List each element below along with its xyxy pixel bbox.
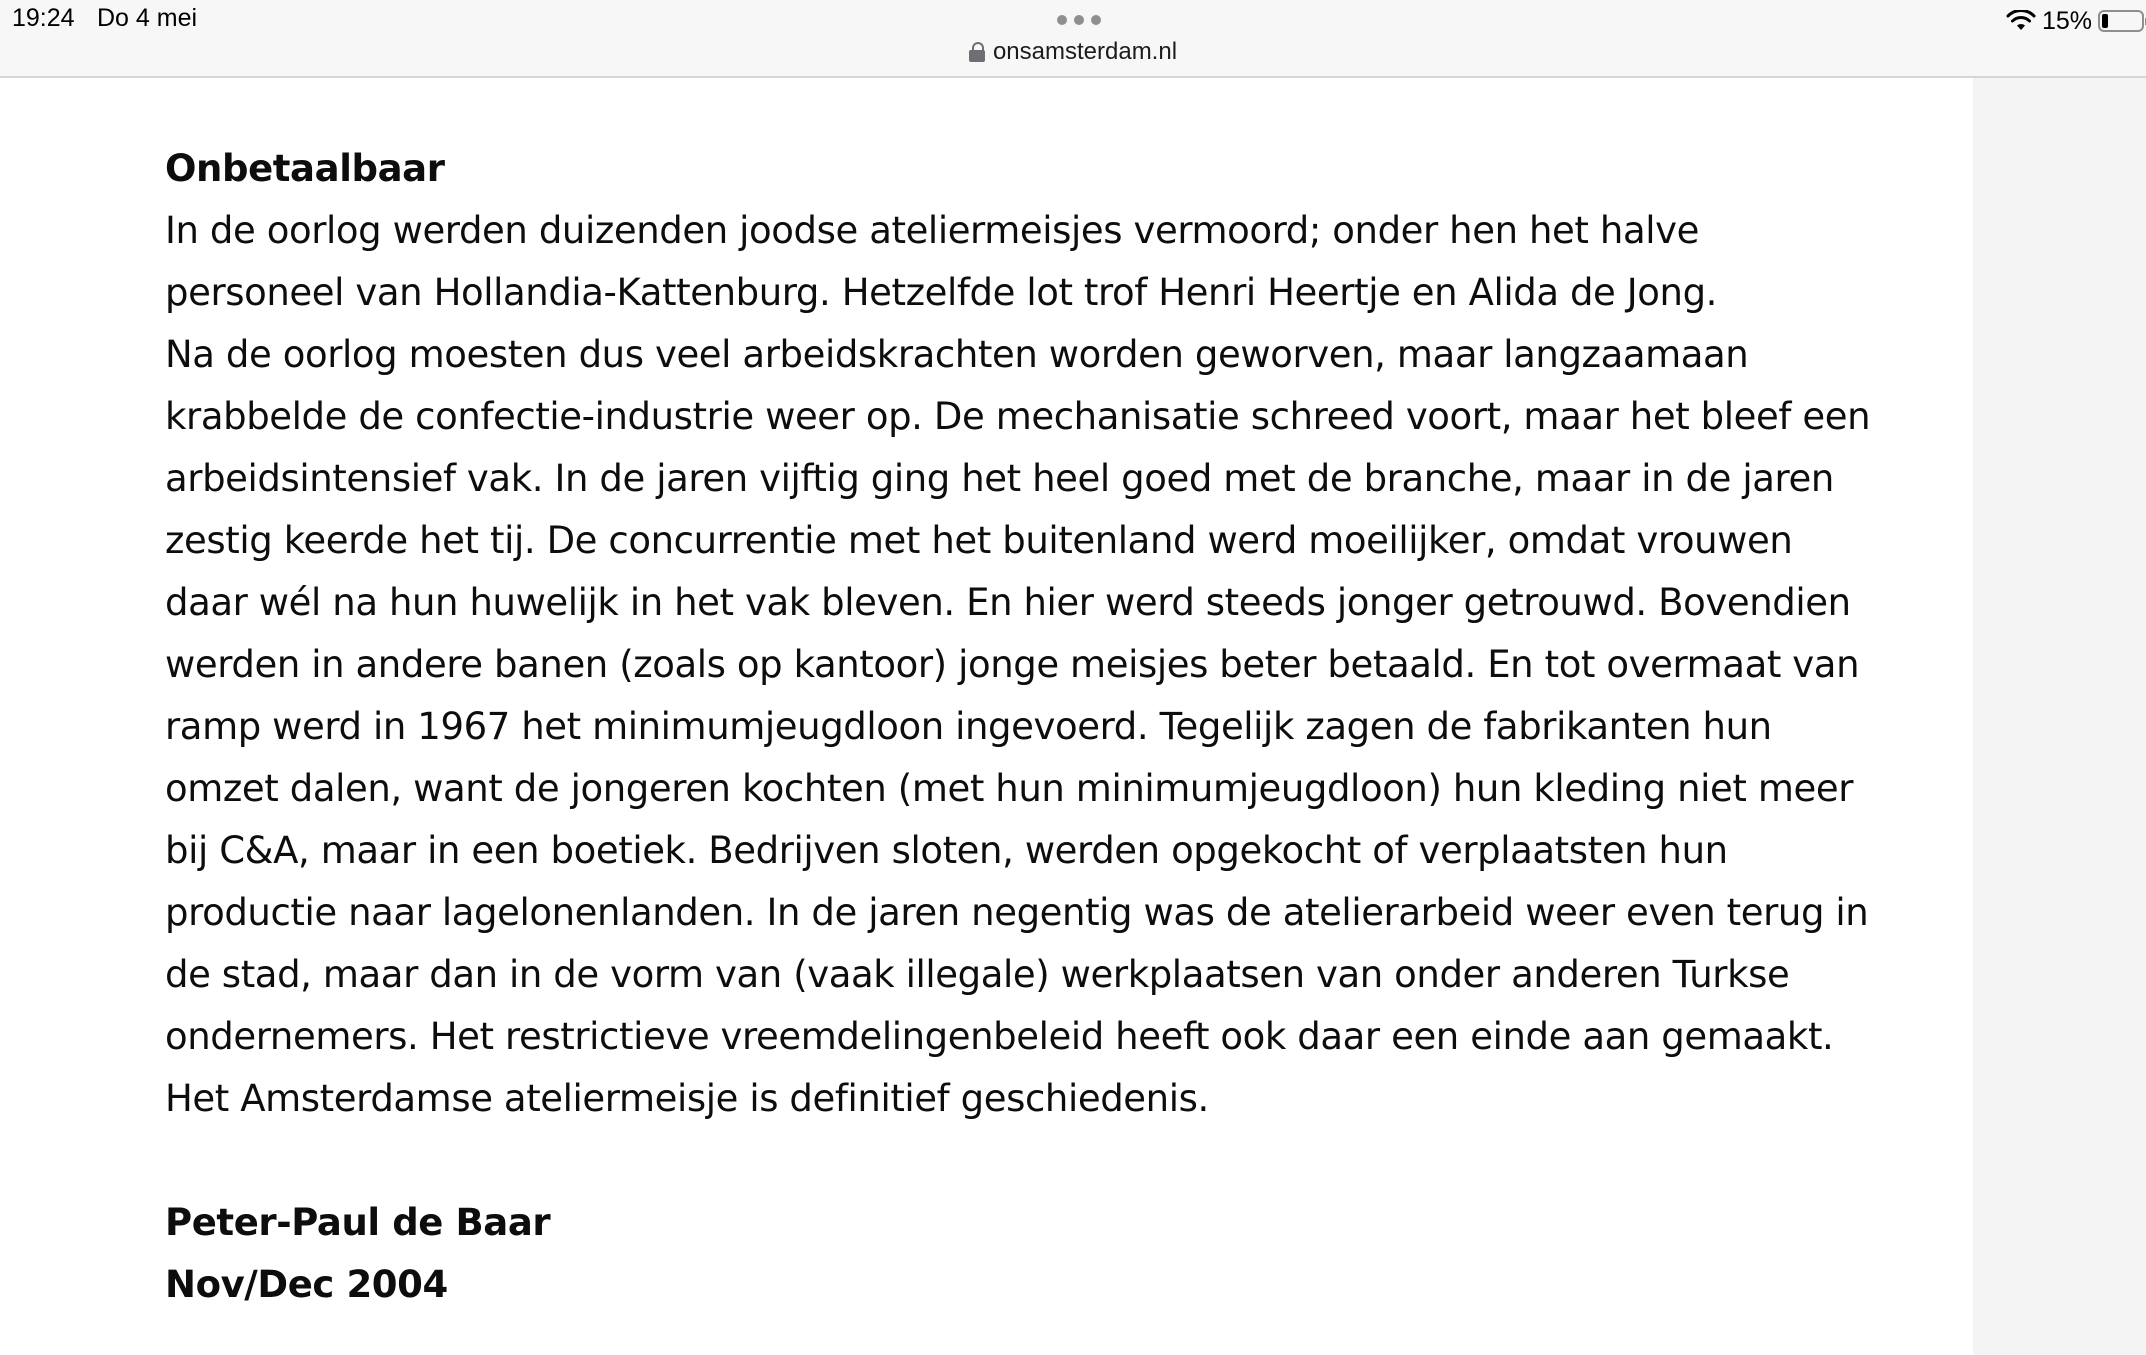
battery-icon	[2098, 10, 2144, 32]
more-dots-icon[interactable]	[1057, 14, 1101, 26]
paragraph-line: productie naar lagelonenlanden. In de jaren negentig was de atelierarbeid weer even terug in	[165, 891, 1869, 934]
paragraph-line: Na de oorlog moesten dus veel arbeidskrachten worden geworven, maar langzaamaan	[165, 333, 1749, 376]
address-bar[interactable]	[0, 38, 2146, 69]
wifi-icon	[2006, 10, 2036, 32]
battery-percent: 15%	[2041, 6, 2092, 35]
paragraph-line: personeel van Hollandia-Kattenburg. Hetzelfde lot trof Henri Heertje en Alida de Jong.	[165, 271, 1718, 314]
status-indicators	[2006, 4, 2146, 38]
paragraph-line: ramp werd in 1967 het minimumjeugdloon ingevoerd. Tegelijk zagen de fabrikanten hun	[165, 705, 1772, 748]
status-date: Do 4 mei	[97, 4, 198, 32]
paragraph-line: daar wél na hun huwelijk in het vak bleven. En hier werd steeds jonger getrouwd. Bovendien	[165, 581, 1851, 624]
paragraph-line: omzet dalen, want de jongeren kochten (met hun minimumjeugdloon) hun kleding niet meer	[165, 767, 1854, 810]
paragraph-line: In de oorlog werden duizenden joodse ateliermeisjes vermoord; onder hen het halve	[165, 209, 1699, 252]
dot	[1057, 15, 1067, 25]
article-signature	[165, 1192, 1825, 1316]
paragraph-line: werden in andere banen (zoals op kantoor) jonge meisjes beter betaald. En tot overmaat van	[165, 643, 1860, 686]
paragraph-line: krabbelde de confectie-industrie weer op. De mechanisatie schreed voort, maar het bleef een	[165, 395, 1871, 438]
paragraph-line: Het Amsterdamse ateliermeisje is definitief geschiedenis.	[165, 1077, 1209, 1120]
paragraph-line: ondernemers. Het restrictieve vreemdelingenbeleid heeft ook daar een einde aan gemaakt.	[165, 1015, 1834, 1058]
status-time: 19:24	[12, 4, 75, 32]
article-paragraph	[165, 200, 1871, 1130]
section-heading: Onbetaalbaar	[165, 147, 445, 190]
paragraph-line: de stad, maar dan in de vorm van (vaak illegale) werkplaatsen van onder anderen Turkse	[165, 953, 1790, 996]
dot	[1074, 15, 1084, 25]
paragraph-line: zestig keerde het tij. De concurrentie met het buitenland werd moeilijker, omdat vrouwen	[165, 519, 1793, 562]
dot	[1091, 15, 1101, 25]
lock-icon	[969, 42, 985, 62]
paragraph-line: bij C&A, maar in een boetiek. Bedrijven sloten, werden opgekocht of verplaatsten hun	[165, 829, 1728, 872]
address-bar-content[interactable]	[969, 38, 1177, 66]
paragraph-line: arbeidsintensief vak. In de jaren vijftig ging het heel goed met de branche, maar in de jaren	[165, 457, 1834, 500]
author-name: Peter-Paul de Baar	[165, 1201, 551, 1244]
issue-date: Nov/Dec 2004	[165, 1263, 448, 1306]
right-gutter	[1973, 78, 2146, 1355]
article-body	[165, 138, 1871, 1316]
battery-fill	[2102, 14, 2108, 28]
browser-top-bar	[0, 0, 2146, 78]
url-text[interactable]: onsamsterdam.nl	[992, 38, 1178, 65]
